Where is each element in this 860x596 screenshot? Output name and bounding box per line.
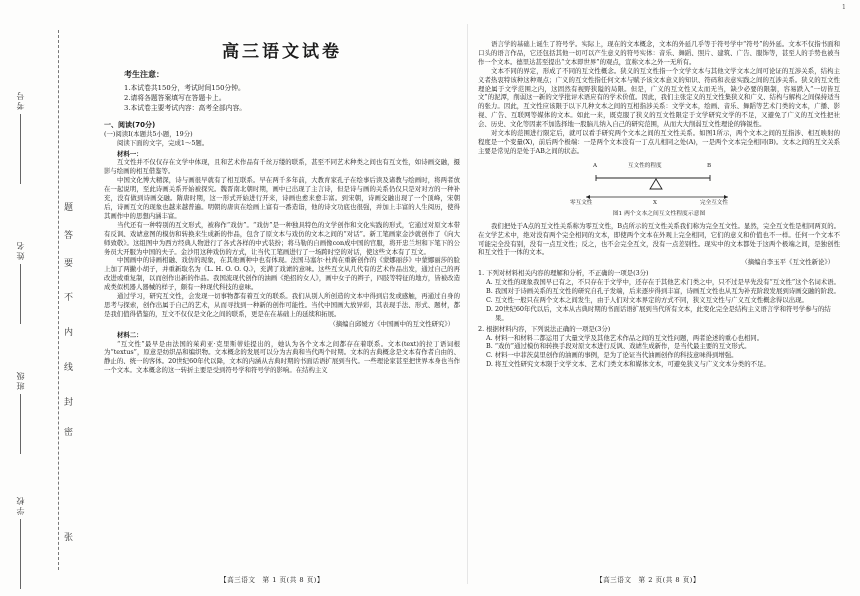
page-1-footer: 【高三语文 第 1 页(共 8 页)】 [220,576,324,584]
figure-1-diagram [478,159,840,209]
point-x-label: X [653,199,657,206]
material-1-paragraph: 当代还有一种特别的互文形式，被称作“戏仿”。“戏仿”是一种独具特色的文学创作和文化实践的形式，它通过对原文本带有反讽、戏谑意图的模仿和转换来生成新的作品，包含了原文本与戏仿的文本之间的“对话”。新工笔画家金沙就创作了《向大师致敬》。这组图中为西方经典人物进行了各式各样的中式装扮；将马勒的自画像con成中国的官服，将开忠兰坦和下笔下的公务员大开服为中国的夫子。金沙用这种戏仿的方式，让当代工笔画进行了一场跨时空的对话，使这些文本有了互文。 [104,220,460,256]
zero-intertextuality-label: 零互文性 [570,199,593,206]
seal-dashed-line [58,30,59,570]
seal-char: 题 [64,203,74,213]
seal-char: 内 [64,328,74,338]
section-heading: 一、阅读(70分) [104,120,156,129]
seal-char: 线 [64,363,74,373]
page-1-column [104,38,460,375]
binding-margin [0,0,92,596]
material-2-paragraph: 对文本的范围进行限定后，就可以看手研究两个文本之间的互文性关系。如图1所示，两个文本之间的互指涉、相互映射的程度是一个变量(X)，前后两个极端：一是两个文本没有一丁点儿相同之处(A)，一是两个文本完全相同(B)。文本之间的互文关系主要是常见的是处于AB之间的状态。 [478,129,840,155]
name-field [6,240,34,324]
question-1-option-a: A. 互文性的现象我国早已有之，不只存在于文学中，还存在于其他艺术门类之中，只不过是早先没有“互文性”这个名词术语。 [486,278,840,287]
exam-number-blank [20,114,21,184]
class-field [6,370,34,454]
full-intertextuality-label: 完全互文性 [700,199,728,206]
notice-title: 考生注意： [124,69,164,79]
material-1-source: （摘编自邱媛方《中国画中的互文性研究》） [329,319,454,328]
question-1-option-c: C. 互文性一般只在两个文本之间发生，由于人们对文本界定的方式不同，狭义互文性与广义互文性概念得以出现。 [486,295,808,304]
material-2-source: （摘编自李玉平《互文性新论》） [741,258,834,267]
notice-item: 1.本试卷共150分，考试时间150分钟。 [124,83,245,92]
sub-heading: (一)阅读Ⅰ(本题共5小题，19分) [104,129,193,138]
question-1-stem: 1. 下列对材料相关内容的理解和分析，不正确的一项是(3分) [478,269,649,278]
figure-1-caption: 图1 两个文本之间互文性程度示意图 [612,210,706,217]
material-2-paragraph: 我们把处于A点的互文性关系称为零互文性，B点所示的互文性关系我们称为完全互文性。显然，完全互文性是相同两页的。在文学艺术中，绝对没有两个完全相同的文本，即使两个文本在外观上完全相同，它们的意义和价值也不一样。任何一个文本不可能完全没有别，没有一点互文性；反之，也不会完全互文，没有一点差别性。现实中的文本都处于这两个极端之间，是独创性和互文性于一体的文本。 [478,221,840,257]
material-2-paragraph: 文本不同的界定，形成了不同的互文性概念。狭义的互文性指一个文学文本与其他文学文本之间可论证的互涉关系，结构主义者热衷特该种这种观点；广义的互文性指任何文本与赋予该文本意义的知识、符码和表意实践之间的互涉关系。狭义的互文性理论属于文学范围之内，这固然有视野狭隘的局限。但是，广义的互文性又太而无当，缺少必要的限制，容易跌入“一切皆互文”的泥潭，削弱这一新的文学批评术语应有的学术价值。因此，我们主张定义的互文性集狭义和广义、结构与解构之间保持适当的张力。因此，互文性应该限于以下几种文本之间的互相指涉关系：文学文本，绘画、音乐、舞蹈等艺术门类的文本，广播、影视、广告、互联网等媒体的文本。如此一来，既克服了狭义的互文性限定于文学研究文学的不足，又避免了广义的互文性把社会、历史、文化等因素不加选择地一股脑儿纳入自己的研究范围，从而大大削弱互文性理论的锋锐性。 [478,66,840,129]
material-1-paragraph: 中国文化博大精深，诗与画很早就有了相互联系。早在两千多年前，大教育家孔子在绘事后读及诸教与绘画时，将两者放在一起说明，至此诗画关系开始被探究。魏晋南北朝时期，画中已出现了主言诗，但是诗与画的关系仍仅只是对对方的一种补充，没有做到诗画交融。隋唐时期，这一形式开始进行开来，诗画也愈来愈丰富。到宋朝，诗画交融出现了一个顶峰，宋朝后，诗画互文的现象也越来越普遍。明朝的唐寅在绘画上富有一番造诣，他的诗文功底也很强，并加上丰富的人生阅历，使得其画作中的思想内涵丰富。 [104,176,460,220]
class-blank [20,394,21,454]
page-fold-divider [467,24,468,584]
school-field [6,495,34,589]
material-2-paragraph: “互文性”最早是由法国的茱莉亚·克里斯蒂娃提出的，她认为各个文本之间都存在着联系。文本(text)的拉丁语词根为“textus”，原意是纺织品和编织物。文本概念的发展可以分为古典和当代两个时期。文本的古典概念是文本有作者自由的、静止的、统一的客体。20世纪60年代以降，文本的内涵从古典时期的书面话语扩展到当代。一些理论家甚至把世界本身也当作一个文本。文本概念的这一转折主要是受到符号学和符号学的影响。在结构主义 [104,339,460,375]
question-2-option-b: B. “戏仿”通过模仿和转换手段对原文本进行反讽、戏谑生成新作，是当代最主要的互文形式。 [486,342,751,351]
scale-top-label: 互文性的程度 [628,162,662,169]
exam-number-label: 考号 [15,90,25,110]
question-2-option-c: C. 材料一中菲茨莫里创作的油画的事例，是为了论证当代油画创作的科技意味得到增强。 [486,351,738,360]
material-1-paragraph: 中国画中的诗画相融、戏仿的现象，在其他画种中也有体现。法国马塞尔·杜尚在重新创作的《蒙娜丽莎》中蒙娜丽莎的脸上加了两撇小胡子，并重新取名为《L. H. O. O. Q.》，充满了戏谑的意味。这些互文从几代有的艺术作品出发，通过自己的再改进或重复制，以而创作出新的作品。我国流现代创作的油画《绝招的女人》，画中女子的辫子，四肢等特征的地方，皆被改造成类似机器人器械的样子，颇有一种现代科技的意味。 [104,256,460,292]
point-b-label: B [707,162,712,169]
material-1-paragraph: 通过学习，研究互文性，会发现一切事物都有着互文的联系。我们从别人所创造的文本中得到启发或感触，再通过自身的思考与探索，创作出属于自己的艺术，从而寻找到一种新的创作可能性。当代中国画大放异彩，其表现手法、形式、题材，都是我们值得借鉴的，互文不仅仅是文化之间的联系，更是在在基础上的延续和拓展。 [104,292,460,318]
school-label: 学校 [15,495,25,515]
seal-char: 封 [64,398,74,408]
notice-item: 2.请将各题答案填写在答题卡上。 [124,93,226,102]
seal-char: 答 [64,231,74,241]
question-2-option-a: A. 材料一和材料二都运用了大量文学及其他艺术作品之间的互文性问题，两者论述的重心也相同。 [486,333,764,342]
point-a-label: A [593,162,598,169]
page-title: 高三语文试卷 [222,42,342,62]
fulcrum-triangle [650,179,662,189]
question-1-option-d: D. 20世纪60年代以后，文本从古典时期的书面话语扩展到当代所有文本，此变化完全是结构主义语言学和符号学参与的结果。 [486,304,831,322]
reading-instruction: 阅读下面的文字，完成1～5题。 [117,138,209,147]
seal-char: 要 [64,259,74,269]
exam-number-field [6,90,34,184]
seal-char: 不 [64,293,74,303]
notice-item: 3.本试卷主要考试内容：高考全部内容。 [124,103,247,112]
name-label: 姓名 [15,240,25,260]
page-2-footer: 【高三语文 第 2 页(共 8 页)】 [596,576,700,584]
seal-char: 密 [64,428,74,438]
material-1-paragraph: 互文性并不仅仅存在文学中体现，且和艺术作品有千丝万缕的联系，甚至不同艺术种类之间也有互文性，如诗画交融，摄影与绘画的相互借鉴等。 [104,158,460,176]
corner-page-mark: 1 [842,4,846,11]
material-2-paragraph: 语言学的基础上诞生了符号学。实际上，现在的文本概念，文本的外延几乎等于符号学中“符号”的外延。文本不仅指书面和口头的语言作品，它还包括其他一切可以产生意义的符号实体：音乐、舞蹈、照片、建筑、广告、服饰等，甚至人的手势也被当作一个文本。德里达甚至提出“文本即世界”的观点，宣称文本之外一无所有。 [478,40,840,66]
question-2-stem: 2. 根据材料内容，下列说法正确的一项是(3分) [478,324,611,333]
material-2-title: 材料二： [117,330,143,339]
page-2-column [478,40,840,369]
material-1-title: 材料一： [117,149,143,158]
class-label: 班级 [15,370,25,390]
question-1-option-b: B. 我国对于诗画关系的互文性的研究自孔子发端，后来逐步得到丰富，诗画互文性也从互为补充阶段发展到诗画交融的阶段。 [486,287,840,296]
name-blank [20,264,21,324]
seal-char: 张 [64,533,74,543]
school-blank [20,519,21,589]
question-2-option-d: D. 将互文性研究文本限于文学文本、艺术门类文本和媒体文本，可避免狭义与广义文本分类的不足。 [486,360,770,369]
